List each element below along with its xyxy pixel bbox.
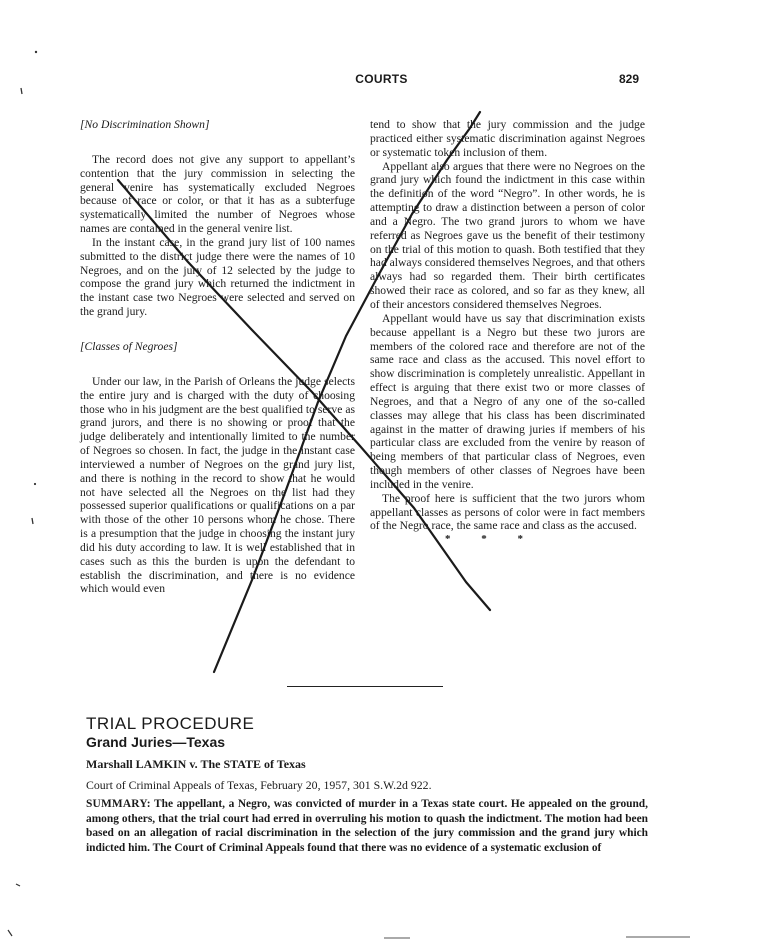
- case-title: Marshall LAMKIN v. The STATE of Texas: [86, 757, 306, 771]
- left-paragraph-1: The record does not give any support to appellant’s contention that the jury commission in selecting the general venire has systematically excluded Negroes because of race or color, or that it has as a subterfuge systematically limited the number of Negroes whose names are contained in the general venire list.: [80, 152, 355, 236]
- page-number: 829: [619, 72, 640, 86]
- subhead-no-discrimination: [No Discrimination Shown]: [80, 118, 210, 131]
- section-title: TRIAL PROCEDURE: [86, 714, 255, 733]
- subhead-classes-of-negroes: [Classes of Negroes]: [80, 339, 178, 353]
- left-column: [80, 118, 355, 596]
- right-column: [370, 118, 645, 545]
- court-citation: Court of Criminal Appeals of Texas, February 20, 1957, 301 S.W.2d 922.: [86, 778, 432, 792]
- right-paragraph-2: Appellant also argues that there were no Negroes on the grand jury which found the indictment in this case within the definition of the word “Negro”. In other words, he is attempting to draw a distinction between a person of color and a Negro. The two grand jurors to whom we have referred as Negroes gave us the benefit of their testimony on the trial of this motion to quash. Both testified that they had always considered themselves Negroes, and that others always had so regarded them. Their birth certificates showed their race as colored, and so far as they knew, all of their ancestors considered themselves Negroes.: [370, 159, 645, 311]
- section-subtitle: Grand Juries—Texas: [86, 734, 226, 750]
- section-divider: [287, 686, 443, 687]
- running-title: COURTS: [355, 72, 408, 86]
- right-paragraph-4: The proof here is sufficient that the two jurors whom appellant classes as persons of color were in fact members of the Negro race, the same race and class as the accused.: [370, 491, 645, 533]
- right-paragraph-3: Appellant would have us say that discrimination exists because appellant is a Negro but these two jurors are members of the colored race and therefore are not of the same race and class as the accused. This novel effort to show discrimination is completely unrealistic. Appellant in effect is arguing that there exist two or more classes of Negroes, and that a Negro of any one of the so-called classes may allege that his class has been discriminated against in the matter of drawing juries if members of his particular class are excluded from the venire by reason of being members of that particular class of Negroes, even though members of other classes of Negroes have been included in the venire.: [370, 311, 645, 491]
- left-paragraph-2: In the instant case, in the grand jury list of 100 names submitted to the district judge there were the names of 10 Negroes, and on the jury of 12 selected by the judge to compose the grand jury which returned the indictment in the instant case two Negroes were selected and served on the grand jury.: [80, 235, 355, 319]
- right-paragraph-1: tend to show that the jury commission and the judge practiced either systematic discrimination against Negroes or systematic token inclusion of them.: [370, 118, 645, 159]
- summary-label: SUMMARY:: [86, 798, 151, 810]
- section-break-asterisks: * * *: [445, 533, 537, 546]
- summary-text: The appellant, a Negro, was convicted of murder in a Texas state court. He appealed on the ground, among others, that the trial court had erred in overruling his motion to quash the indictment. The motion had been based on an allegation of racial discrimination in the selection of the jury commission and the grand jury which indicted him. The Court of Criminal Appeals found that there was no evidence of a systematic exclusion of: [86, 798, 648, 854]
- left-paragraph-3: Under our law, in the Parish of Orleans the judge selects the entire jury and is charged with the duty of choosing those who in his judgment are the best qualified to serve as grand jurors, and there is no showing or proof that the judge deliberately and intentionally limited to the number of Negroes so chosen. In fact, the judge in the instant case interviewed a number of Negroes on the grand jury list, and there is nothing in the record to show that he would not have selected all the Negroes on the list had they possessed superior qualifications or qualifications on a par with those of the other 10 persons whom he chose. There is a presumption that the judge in choosing the instant jury did his duty according to law. It is well established that in cases such as this the burden is upon the defendant to establish the discrimination, and there is no evidence which would even: [80, 374, 355, 596]
- case-summary: [86, 797, 648, 855]
